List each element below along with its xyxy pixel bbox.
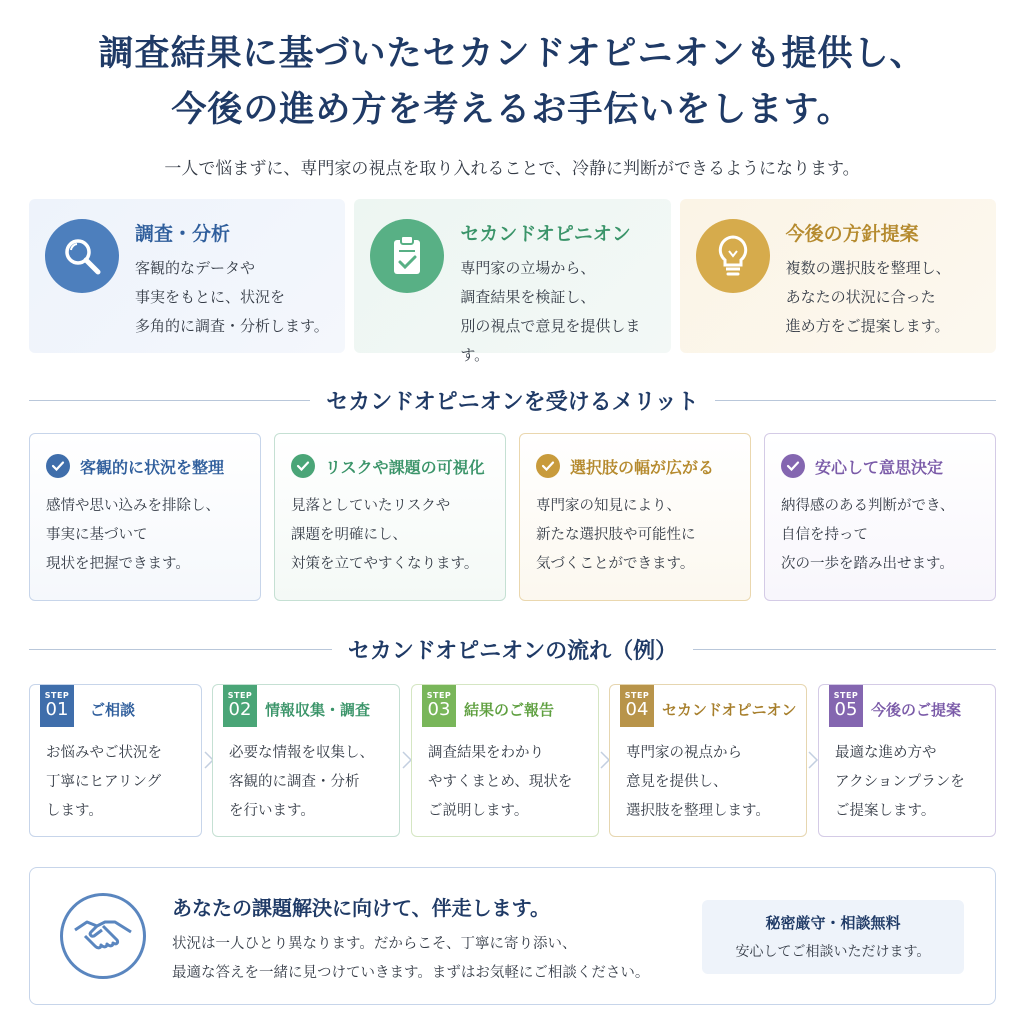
check-icon: [46, 454, 70, 478]
merit-desc: [536, 492, 738, 579]
feature-card-second-opinion: [354, 199, 670, 364]
consultation-badge-title: 秘密厳守・相談無料: [765, 914, 901, 932]
step-title: ご相談: [90, 701, 136, 719]
lightbulb-icon: [696, 219, 770, 293]
handshake-icon: [60, 893, 146, 979]
merits-section-header: [29, 385, 996, 416]
divider: [29, 400, 310, 401]
feature-desc-line: 専門家の立場から、: [460, 259, 596, 277]
clipboard-check-icon: [370, 219, 444, 293]
divider: [693, 649, 996, 650]
step-desc: [46, 739, 162, 826]
step-badge: [829, 685, 863, 727]
check-icon: [536, 454, 560, 478]
step-badge: [620, 685, 654, 727]
divider: [29, 649, 332, 650]
step-card: [411, 684, 599, 837]
merit-title: 客観的に状況を整理: [80, 457, 225, 477]
merit-desc-line: 新たな選択肢や可能性に: [536, 527, 696, 543]
consultation-badge-sub: 安心してご相談いただけます。: [735, 944, 931, 960]
step-desc-line: 意見を提供し、: [626, 774, 728, 790]
page-title: [0, 26, 1024, 138]
merit-card: [29, 433, 261, 601]
feature-desc: [135, 254, 329, 341]
feature-desc-line: 事実をもとに、状況を: [135, 288, 286, 306]
page-title-line2: 今後の進め方を考えるお手伝いをします。: [171, 89, 853, 130]
step-number: 05: [834, 699, 858, 720]
feature-desc: [786, 254, 951, 341]
merit-desc: [291, 492, 493, 579]
step-desc-line: 選択肢を整理します。: [626, 803, 770, 819]
merit-desc-line: 気づくことができます。: [536, 556, 695, 572]
page-title-line1: 調査結果に基づいたセカンドオピニオンも提供し、: [98, 33, 926, 74]
merit-title: リスクや課題の可視化: [325, 457, 485, 477]
feature-desc: [460, 254, 656, 370]
flow-section-header: [29, 634, 996, 665]
step-desc-line: ご提案します。: [835, 803, 936, 819]
step-desc: [428, 739, 572, 826]
merit-title: 安心して意思決定: [815, 457, 944, 477]
step-desc-line: 丁寧にヒアリング: [46, 774, 162, 790]
cta-title: あなたの課題解決に向けて、伴走します。: [172, 896, 550, 920]
step-desc: [626, 739, 770, 826]
step-card: [818, 684, 996, 837]
merits-section-title: セカンドオピニオンを受けるメリット: [326, 389, 699, 415]
step-desc-line: お悩みやご状況を: [46, 745, 162, 761]
cta-desc-line: 状況は一人ひとり異なります。だからこそ、丁寧に寄り添い、: [172, 936, 577, 952]
consultation-badge: [702, 900, 964, 974]
feature-desc-line: 調査結果を検証し、: [460, 288, 596, 306]
merit-desc-line: 感情や思い込みを排除し、: [46, 498, 220, 514]
step-title: セカンドオピニオン: [662, 701, 797, 719]
feature-desc-line: 別の視点で意見を提供します。: [460, 317, 641, 364]
merit-desc-line: 自信を持って: [781, 527, 868, 543]
merit-desc-line: 納得感のある判断ができ、: [781, 498, 955, 514]
merit-desc-line: 現状を把握できます。: [46, 556, 190, 572]
cta-desc: [172, 930, 649, 988]
flow-steps: [29, 684, 996, 837]
step-desc-line: アクションプランを: [835, 774, 965, 790]
merit-desc: [781, 492, 983, 579]
step-number: 04: [625, 699, 649, 720]
merit-desc-line: 見落としていたリスクや: [291, 498, 451, 514]
step-desc-line: 最適な進め方や: [835, 745, 937, 761]
step-number: 02: [228, 699, 252, 720]
cta-panel: [29, 867, 996, 1005]
step-label: STEP: [44, 691, 70, 700]
merit-desc-line: 対策を立てやすくなります。: [291, 556, 479, 572]
step-label: STEP: [833, 691, 859, 700]
magnifier-icon: [45, 219, 119, 293]
feature-title: 調査・分析: [135, 223, 231, 245]
step-desc-line: 必要な情報を収集し、: [229, 745, 374, 761]
feature-desc-line: 複数の選択肢を整理し、: [785, 259, 951, 277]
step-desc: [835, 739, 965, 826]
step-desc-line: やすくまとめ、現状を: [428, 774, 573, 790]
check-icon: [781, 454, 805, 478]
step-number: 01: [45, 699, 69, 720]
step-desc-line: します。: [46, 803, 103, 819]
check-icon: [291, 454, 315, 478]
step-badge: [223, 685, 257, 727]
step-desc-line: ご説明します。: [428, 803, 529, 819]
cta-desc-line: 最適な答えを一緒に見つけていきます。まずはお気軽にご相談ください。: [172, 965, 650, 981]
step-label: STEP: [426, 691, 452, 700]
merit-card: [519, 433, 751, 601]
step-title: 今後のご提案: [871, 701, 962, 719]
feature-card-research: [29, 199, 345, 353]
step-desc-line: を行います。: [229, 803, 315, 819]
step-title: 情報収集・調査: [265, 701, 371, 719]
merit-desc-line: 専門家の知見により、: [536, 498, 681, 514]
step-title: 結果のご報告: [464, 701, 555, 719]
step-desc-line: 調査結果をわかり: [428, 745, 544, 761]
step-badge: [422, 685, 456, 727]
step-card: [29, 684, 202, 837]
feature-title: セカンドオピニオン: [460, 223, 631, 245]
merit-desc-line: 課題を明確にし、: [291, 527, 407, 543]
step-badge: [40, 685, 74, 727]
step-label: STEP: [624, 691, 650, 700]
merit-card: [764, 433, 996, 601]
step-number: 03: [427, 699, 451, 720]
flow-section-title: セカンドオピニオンの流れ（例）: [347, 638, 678, 664]
feature-desc-line: 進め方をご提案します。: [785, 317, 950, 335]
merit-cards: [29, 433, 996, 601]
merit-desc: [46, 492, 248, 579]
step-desc: [229, 739, 374, 826]
merit-desc-line: 事実に基づいて: [46, 527, 148, 543]
step-label: STEP: [227, 691, 253, 700]
feature-desc-line: 客観的なデータや: [135, 259, 256, 277]
hero: [0, 26, 1024, 179]
step-card: [609, 684, 807, 837]
feature-desc-line: あなたの状況に合った: [785, 288, 936, 306]
page-subtitle: 一人で悩まずに、専門家の視点を取り入れることで、冷静に判断ができるようになります。: [164, 159, 860, 179]
divider: [715, 400, 996, 401]
step-desc-line: 客観的に調査・分析: [229, 774, 360, 790]
merit-desc-line: 次の一歩を踏み出せます。: [781, 556, 954, 572]
feature-card-proposal: [680, 199, 996, 353]
merit-title: 選択肢の幅が広がる: [570, 457, 715, 477]
step-card: [212, 684, 400, 837]
step-desc-line: 専門家の視点から: [626, 745, 742, 761]
feature-cards: [29, 199, 996, 364]
merit-card: [274, 433, 506, 601]
feature-title: 今後の方針提案: [785, 223, 919, 245]
feature-desc-line: 多角的に調査・分析します。: [135, 317, 329, 335]
